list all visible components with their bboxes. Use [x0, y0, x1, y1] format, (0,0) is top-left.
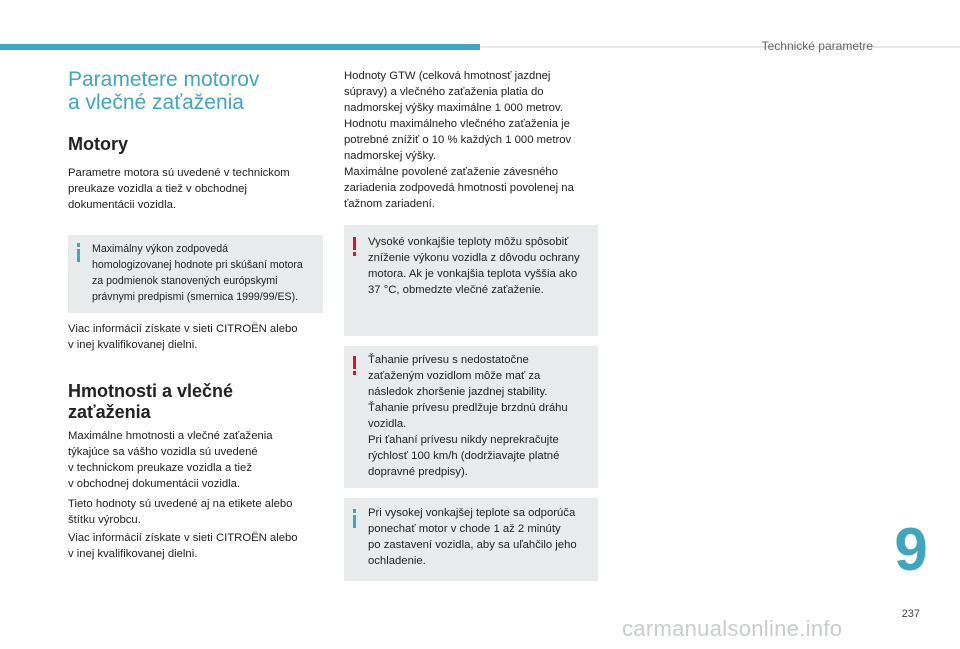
heading-line: zaťaženia	[68, 402, 151, 422]
warning-box-temperature	[344, 225, 598, 336]
text-line: Maximálny výkon zodpovedá	[92, 243, 229, 255]
warning-box-trailer	[344, 346, 598, 488]
weights-paragraph-3	[68, 530, 320, 562]
text-line: v obchodnej dokumentácii vozidla.	[68, 478, 241, 490]
text-line: zariadenia zodpovedá hmotnosti povolenej na	[344, 182, 574, 194]
text-line: štítku výrobcu.	[68, 514, 141, 526]
gtw-paragraph	[344, 68, 604, 212]
text-line: Maximálne povolené zaťaženie závesného	[344, 166, 558, 178]
text-line: v inej kvalifikovanej dielni.	[68, 339, 198, 351]
info-icon	[75, 243, 85, 263]
text-line: potrebné znížiť o 10 % každých 1 000 metrov	[344, 134, 572, 146]
text-line: motora. Ak je vonkajšia teplota vyššia ako	[368, 268, 578, 280]
info-box-text	[92, 241, 317, 305]
text-line: ponechať motor v chode 1 až 2 minúty	[368, 523, 561, 535]
text-line: nadmorskej výšky.	[344, 150, 437, 162]
text-line: v technickom preukaze vozidla a tiež	[68, 462, 252, 474]
page-number: 237	[901, 608, 920, 620]
text-line: vozidla.	[368, 418, 407, 430]
text-line: zníženie výkonu vozidla z dôvodu ochrany	[368, 252, 580, 264]
text-line: Tieto hodnoty sú uvedené aj na etikete alebo	[68, 498, 293, 510]
warning-icon	[351, 356, 361, 376]
text-line: homologizovanej hodnote pri skúšaní motora	[92, 259, 303, 271]
text-line: v inej kvalifikovanej dielni.	[68, 548, 198, 560]
info-box-power	[68, 235, 323, 313]
text-line: ťažnom zariadení.	[344, 198, 435, 210]
text-line: právnymi predpismi (smernica 1999/99/ES).	[92, 291, 299, 303]
info-icon	[351, 509, 361, 529]
text-line: Maximálne hmotnosti a vlečné zaťaženia	[68, 430, 273, 442]
title-line: a vlečné zaťaženia	[68, 91, 244, 114]
text-line: Hodnoty GTW (celková hmotnosť jazdnej	[344, 70, 551, 82]
text-line: následok zhoršenie jazdnej stability.	[368, 386, 548, 398]
text-line: súpravy) a vlečného zaťaženia platia do	[344, 86, 544, 98]
weights-paragraph-2	[68, 496, 320, 528]
text-line: rýchlosť 100 km/h (dodržiavajte platné	[368, 450, 560, 462]
text-line: Viac informácií získate v sieti CITROËN alebo	[68, 323, 298, 335]
title-line: Parametere motorov	[68, 68, 260, 91]
text-line: Ťahanie prívesu s nedostatočne	[368, 354, 529, 366]
text-line: týkajúce sa vášho vozidla sú uvedené	[68, 446, 258, 458]
engines-more-info	[68, 321, 320, 353]
engines-intro	[68, 165, 320, 213]
text-line: po zastavení vozidla, aby sa uľahčilo jeho	[368, 539, 577, 551]
info-box-text	[368, 505, 592, 569]
engines-heading: Motory	[68, 134, 128, 154]
text-line: dokumentácii vozidla.	[68, 199, 177, 211]
text-line: preukaze vozidla a tiež v obchodnej	[68, 183, 247, 195]
watermark: carmanualsonline.info	[622, 616, 843, 641]
header-rule	[480, 46, 960, 48]
section-header: Technické parametre	[761, 39, 873, 53]
chapter-number: 9	[894, 516, 928, 583]
weights-paragraph-1	[68, 428, 320, 492]
text-line: 37 °C, obmedzte vlečné zaťaženie.	[368, 284, 544, 296]
text-line: zaťaženým vozidlom môže mať za	[368, 370, 541, 382]
text-line: Hodnotu maximálneho vlečného zaťaženia je	[344, 118, 570, 130]
text-line: Pri vysokej vonkajšej teplote sa odporúča	[368, 507, 576, 519]
text-line: Vysoké vonkajšie teploty môžu spôsobiť	[368, 236, 569, 248]
text-line: dopravné predpisy).	[368, 466, 468, 478]
warning-box-text	[368, 352, 592, 480]
warning-box-text	[368, 234, 592, 298]
info-box-cooling	[344, 498, 598, 581]
text-line: Pri ťahaní prívesu nikdy neprekračujte	[368, 434, 559, 446]
warning-icon	[351, 237, 361, 257]
text-line: Viac informácií získate v sieti CITROËN alebo	[68, 532, 298, 544]
text-line: ochladenie.	[368, 555, 426, 567]
heading-line: Hmotnosti a vlečné	[68, 381, 234, 401]
text-line: Ťahanie prívesu predlžuje brzdnú dráhu	[368, 402, 568, 414]
text-line: Parametre motora sú uvedené v technickom	[68, 167, 290, 179]
text-line: nadmorskej výšky maximálne 1 000 metrov.	[344, 102, 563, 114]
page-title	[68, 68, 259, 114]
text-line: za podmienok stanovených európskymi	[92, 275, 278, 287]
weights-heading	[68, 381, 233, 423]
header-accent-bar	[0, 44, 480, 50]
